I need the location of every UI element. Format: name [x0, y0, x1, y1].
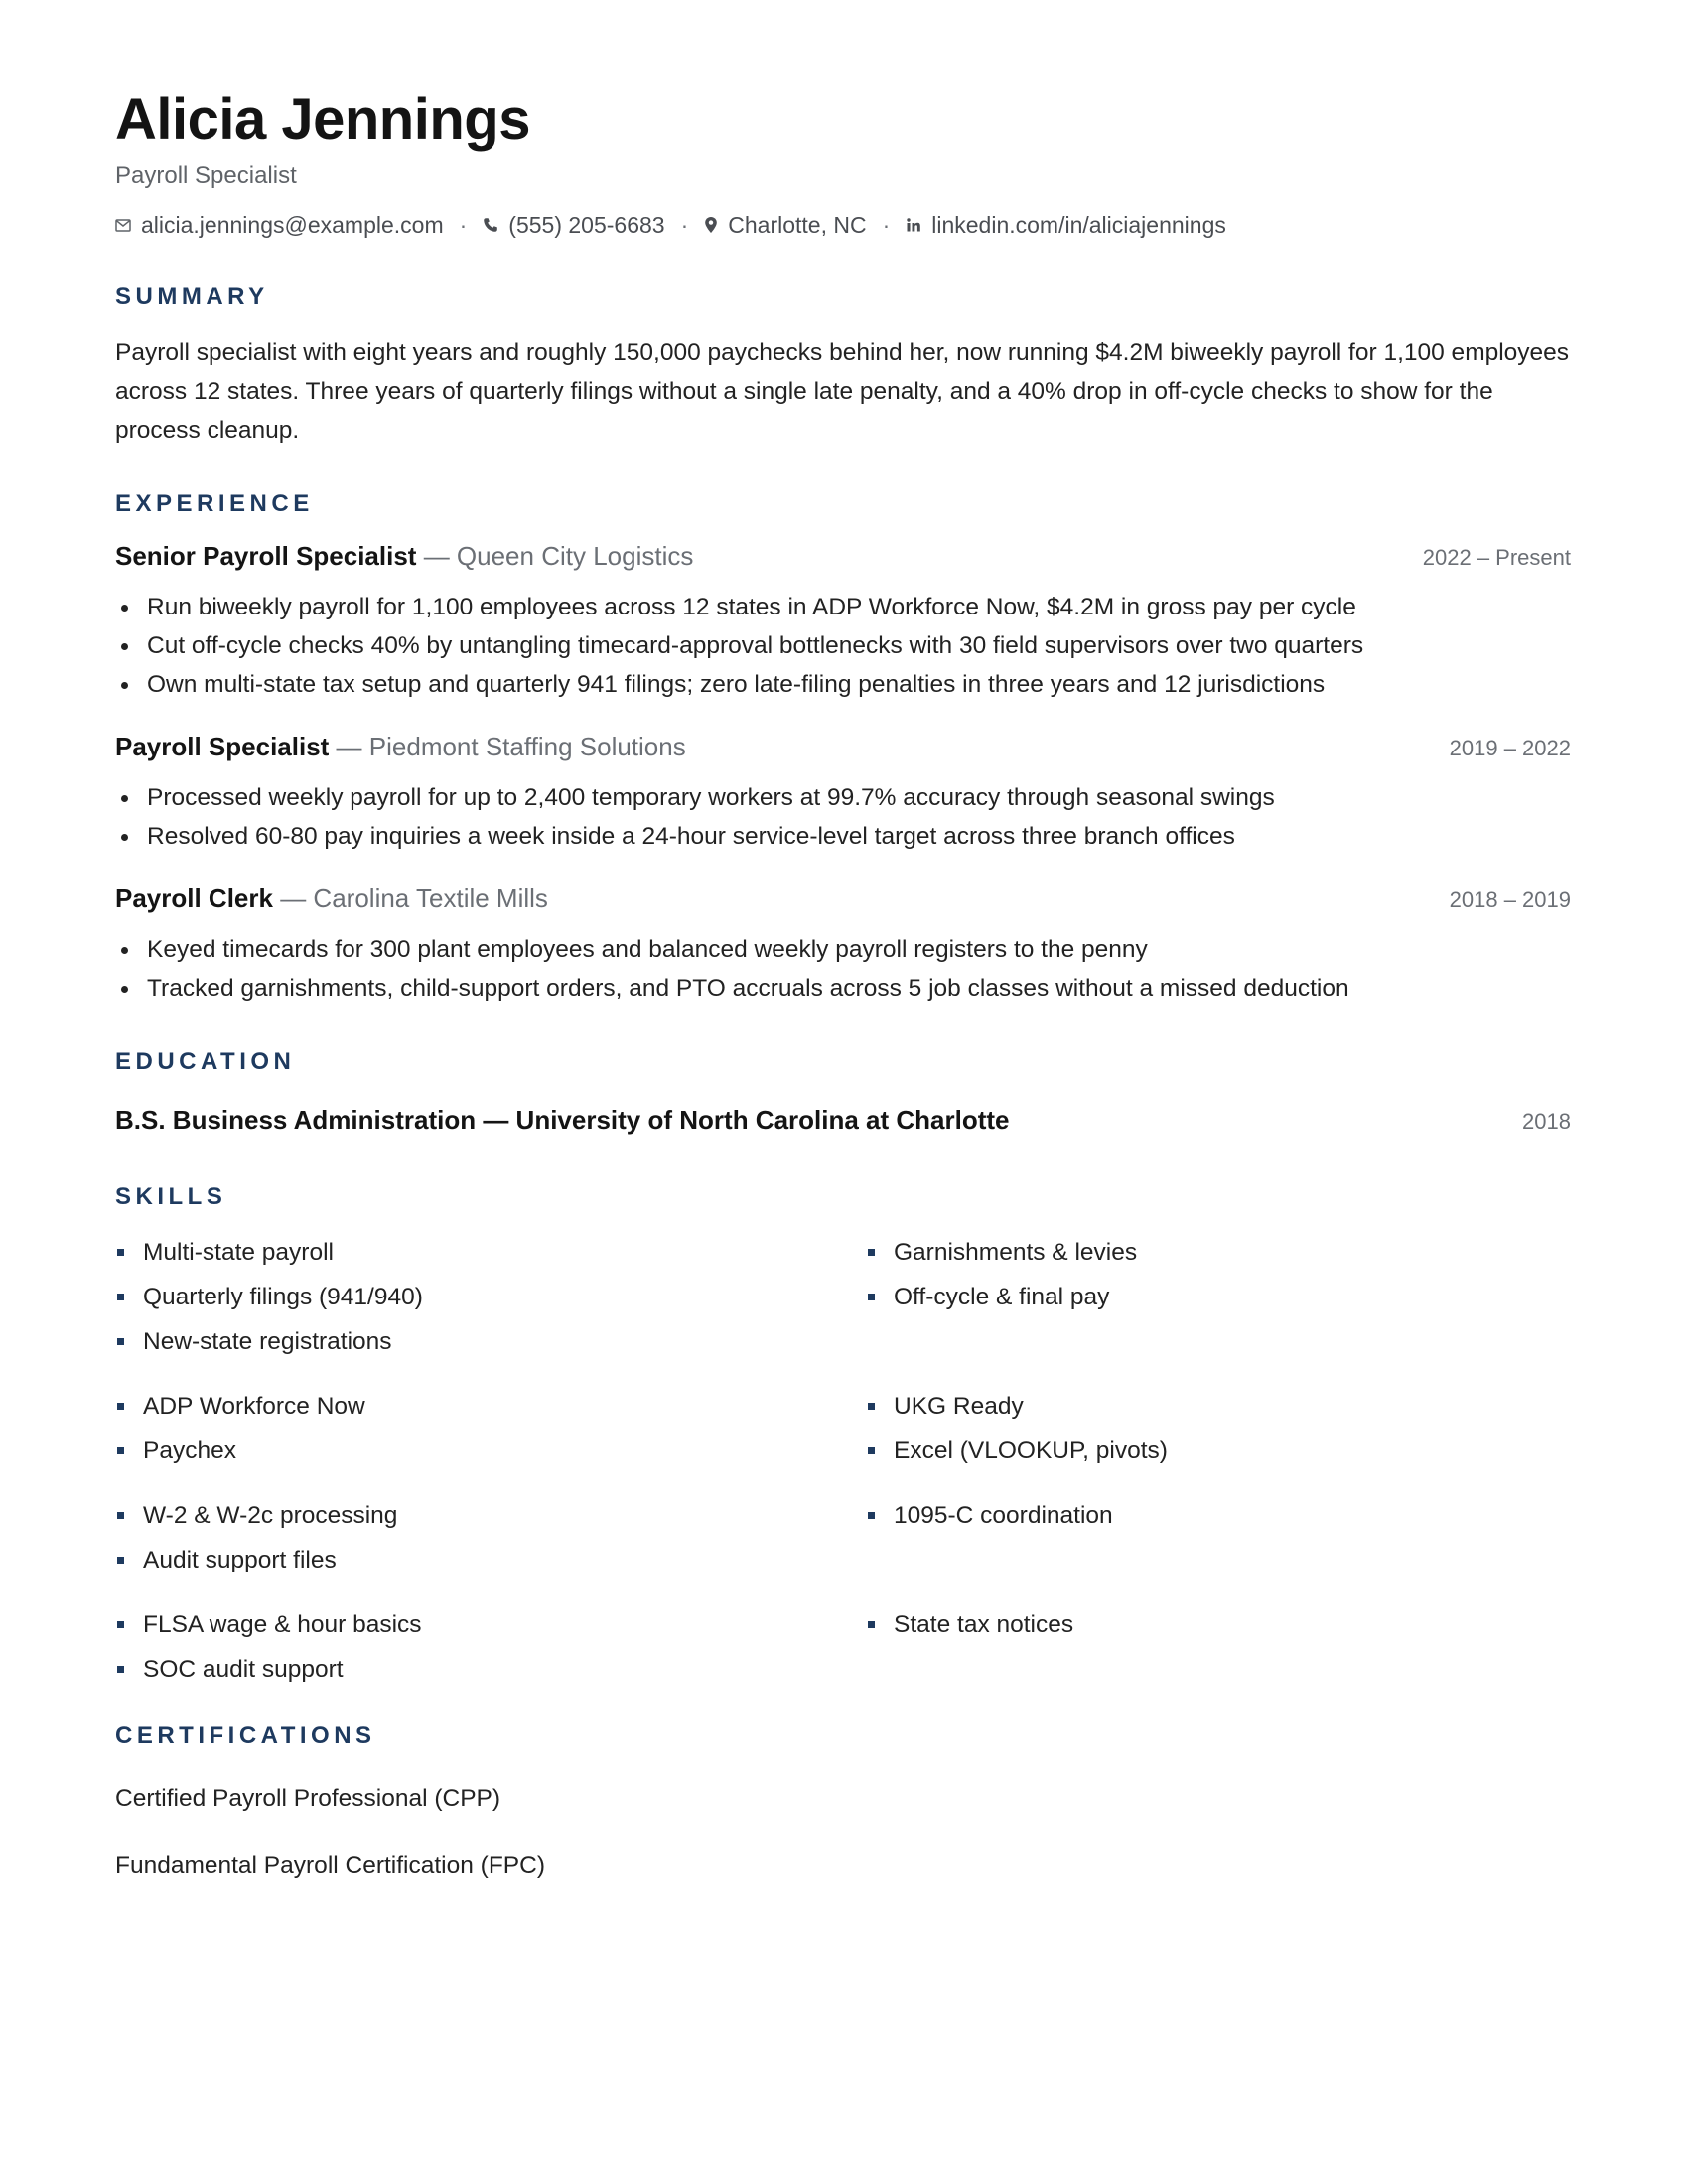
- contact-email[interactable]: [115, 210, 444, 240]
- email-text: alicia.jennings@example.com: [141, 212, 444, 238]
- job-heading: [115, 730, 686, 768]
- job-bullet: Own multi-state tax setup and quarterly 941 filings; zero late-filing penalties in three years and 12 jurisdictions: [115, 665, 1571, 704]
- contact-location: [704, 210, 866, 240]
- location-pin-icon: [704, 216, 718, 234]
- skill-column-left: [115, 1384, 866, 1473]
- skill-item: ADP Workforce Now: [115, 1384, 866, 1429]
- skill-group: [115, 1230, 1571, 1364]
- candidate-name: Alicia Jennings: [115, 87, 530, 152]
- job-entry: [115, 882, 1571, 1008]
- contact-separator: ·: [882, 212, 891, 238]
- skills-groups: [115, 1230, 1571, 1692]
- skill-item: New-state registrations: [115, 1319, 866, 1364]
- section-title-certifications: CERTIFICATIONS: [115, 1722, 376, 1749]
- certification-item: Fundamental Payroll Certification (FPC): [115, 1852, 545, 1879]
- skill-item: Multi-state payroll: [115, 1230, 866, 1275]
- skill-group: [115, 1384, 1571, 1473]
- skill-item: 1095-C coordination: [866, 1493, 1571, 1538]
- education-year: 2018: [1522, 1109, 1571, 1134]
- section-title-summary: SUMMARY: [115, 283, 269, 310]
- job-company: — Carolina Textile Mills: [272, 884, 548, 913]
- skill-column-left: [115, 1230, 866, 1364]
- job-bullets: [115, 778, 1571, 856]
- section-title-skills: SKILLS: [115, 1183, 227, 1210]
- job-bullets: [115, 588, 1571, 704]
- skill-item: Excel (VLOOKUP, pivots): [866, 1429, 1571, 1473]
- section-title-education: EDUCATION: [115, 1048, 296, 1075]
- job-title: Payroll Clerk: [115, 884, 273, 913]
- job-title: Payroll Specialist: [115, 732, 330, 761]
- job-bullet: Processed weekly payroll for up to 2,400 temporary workers at 99.7% accuracy through seasonal swings: [115, 778, 1571, 817]
- job-company: — Queen City Logistics: [416, 541, 694, 571]
- job-header: [115, 539, 1571, 578]
- job-bullet: Tracked garnishments, child-support orders, and PTO accruals across 5 job classes without a missed deduction: [115, 969, 1571, 1008]
- certifications-section: [115, 1721, 1571, 1886]
- skill-item: W-2 & W-2c processing: [115, 1493, 866, 1538]
- job-heading: [115, 882, 548, 920]
- skill-item: SOC audit support: [115, 1647, 866, 1692]
- skill-column-right: [866, 1493, 1571, 1582]
- job-bullets: [115, 930, 1571, 1008]
- skill-item: Quarterly filings (941/940): [115, 1275, 866, 1319]
- summary-section: [115, 282, 1571, 450]
- job-bullet: Keyed timecards for 300 plant employees and balanced weekly payroll registers to the penny: [115, 930, 1571, 969]
- skill-item: UKG Ready: [866, 1384, 1571, 1429]
- location-text: Charlotte, NC: [728, 212, 867, 238]
- linkedin-text: linkedin.com/in/aliciajennings: [931, 212, 1226, 238]
- job-entry: [115, 730, 1571, 856]
- skill-column-right: [866, 1602, 1571, 1692]
- experience-section: [115, 489, 1571, 1008]
- education-degree: B.S. Business Administration — University of North Carolina at Charlotte: [115, 1105, 1010, 1135]
- skill-item: State tax notices: [866, 1602, 1571, 1647]
- job-bullet: Run biweekly payroll for 1,100 employees across 12 states in ADP Workforce Now, $4.2M in gross pay per cycle: [115, 588, 1571, 626]
- skills-section: [115, 1182, 1571, 1692]
- education-section: [115, 1047, 1571, 1139]
- skill-column-left: [115, 1493, 866, 1582]
- job-company: — Piedmont Staffing Solutions: [329, 732, 686, 761]
- job-header: [115, 730, 1571, 768]
- candidate-role: Payroll Specialist: [115, 162, 297, 189]
- skill-column-left: [115, 1602, 866, 1692]
- job-entry: [115, 539, 1571, 704]
- contact-phone[interactable]: [483, 210, 664, 240]
- education-entry: [115, 1103, 1571, 1139]
- contact-separator: ·: [459, 212, 468, 238]
- job-title: Senior Payroll Specialist: [115, 541, 417, 571]
- skill-group: [115, 1602, 1571, 1692]
- phone-text: (555) 205-6683: [508, 212, 665, 238]
- job-bullet: Cut off-cycle checks 40% by untangling timecard-approval bottlenecks with 30 field supervisors over two quarters: [115, 626, 1571, 665]
- section-title-experience: EXPERIENCE: [115, 490, 314, 517]
- certification-item: Certified Payroll Professional (CPP): [115, 1785, 501, 1812]
- phone-icon: [483, 217, 498, 233]
- job-header: [115, 882, 1571, 920]
- skill-item: FLSA wage & hour basics: [115, 1602, 866, 1647]
- contact-separator: ·: [680, 212, 689, 238]
- job-dates: 2019 – 2022: [1449, 736, 1571, 760]
- skill-item: Garnishments & levies: [866, 1230, 1571, 1275]
- resume-header: [115, 87, 1571, 240]
- job-dates: 2022 – Present: [1422, 545, 1571, 570]
- linkedin-icon: [906, 217, 921, 233]
- skill-item: Paychex: [115, 1429, 866, 1473]
- skill-group: [115, 1493, 1571, 1582]
- job-dates: 2018 – 2019: [1449, 887, 1571, 912]
- job-heading: [115, 539, 693, 578]
- skill-item: Off-cycle & final pay: [866, 1275, 1571, 1319]
- contact-bar: [115, 210, 1571, 240]
- job-bullet: Resolved 60-80 pay inquiries a week inside a 24-hour service-level target across three branch offices: [115, 817, 1571, 856]
- contact-linkedin[interactable]: [906, 210, 1226, 240]
- skill-column-right: [866, 1230, 1571, 1364]
- summary-text: Payroll specialist with eight years and roughly 150,000 paychecks behind her, now running $4.2M biweekly payroll for 1,100 employees across 12 states. Three years of quarterly filings without a single late penalty, and a 40% drop in off-cycle checks to show for the process cleanup.: [115, 340, 1570, 444]
- skill-column-right: [866, 1384, 1571, 1473]
- skill-item: Audit support files: [115, 1538, 866, 1582]
- mail-icon: [115, 219, 131, 232]
